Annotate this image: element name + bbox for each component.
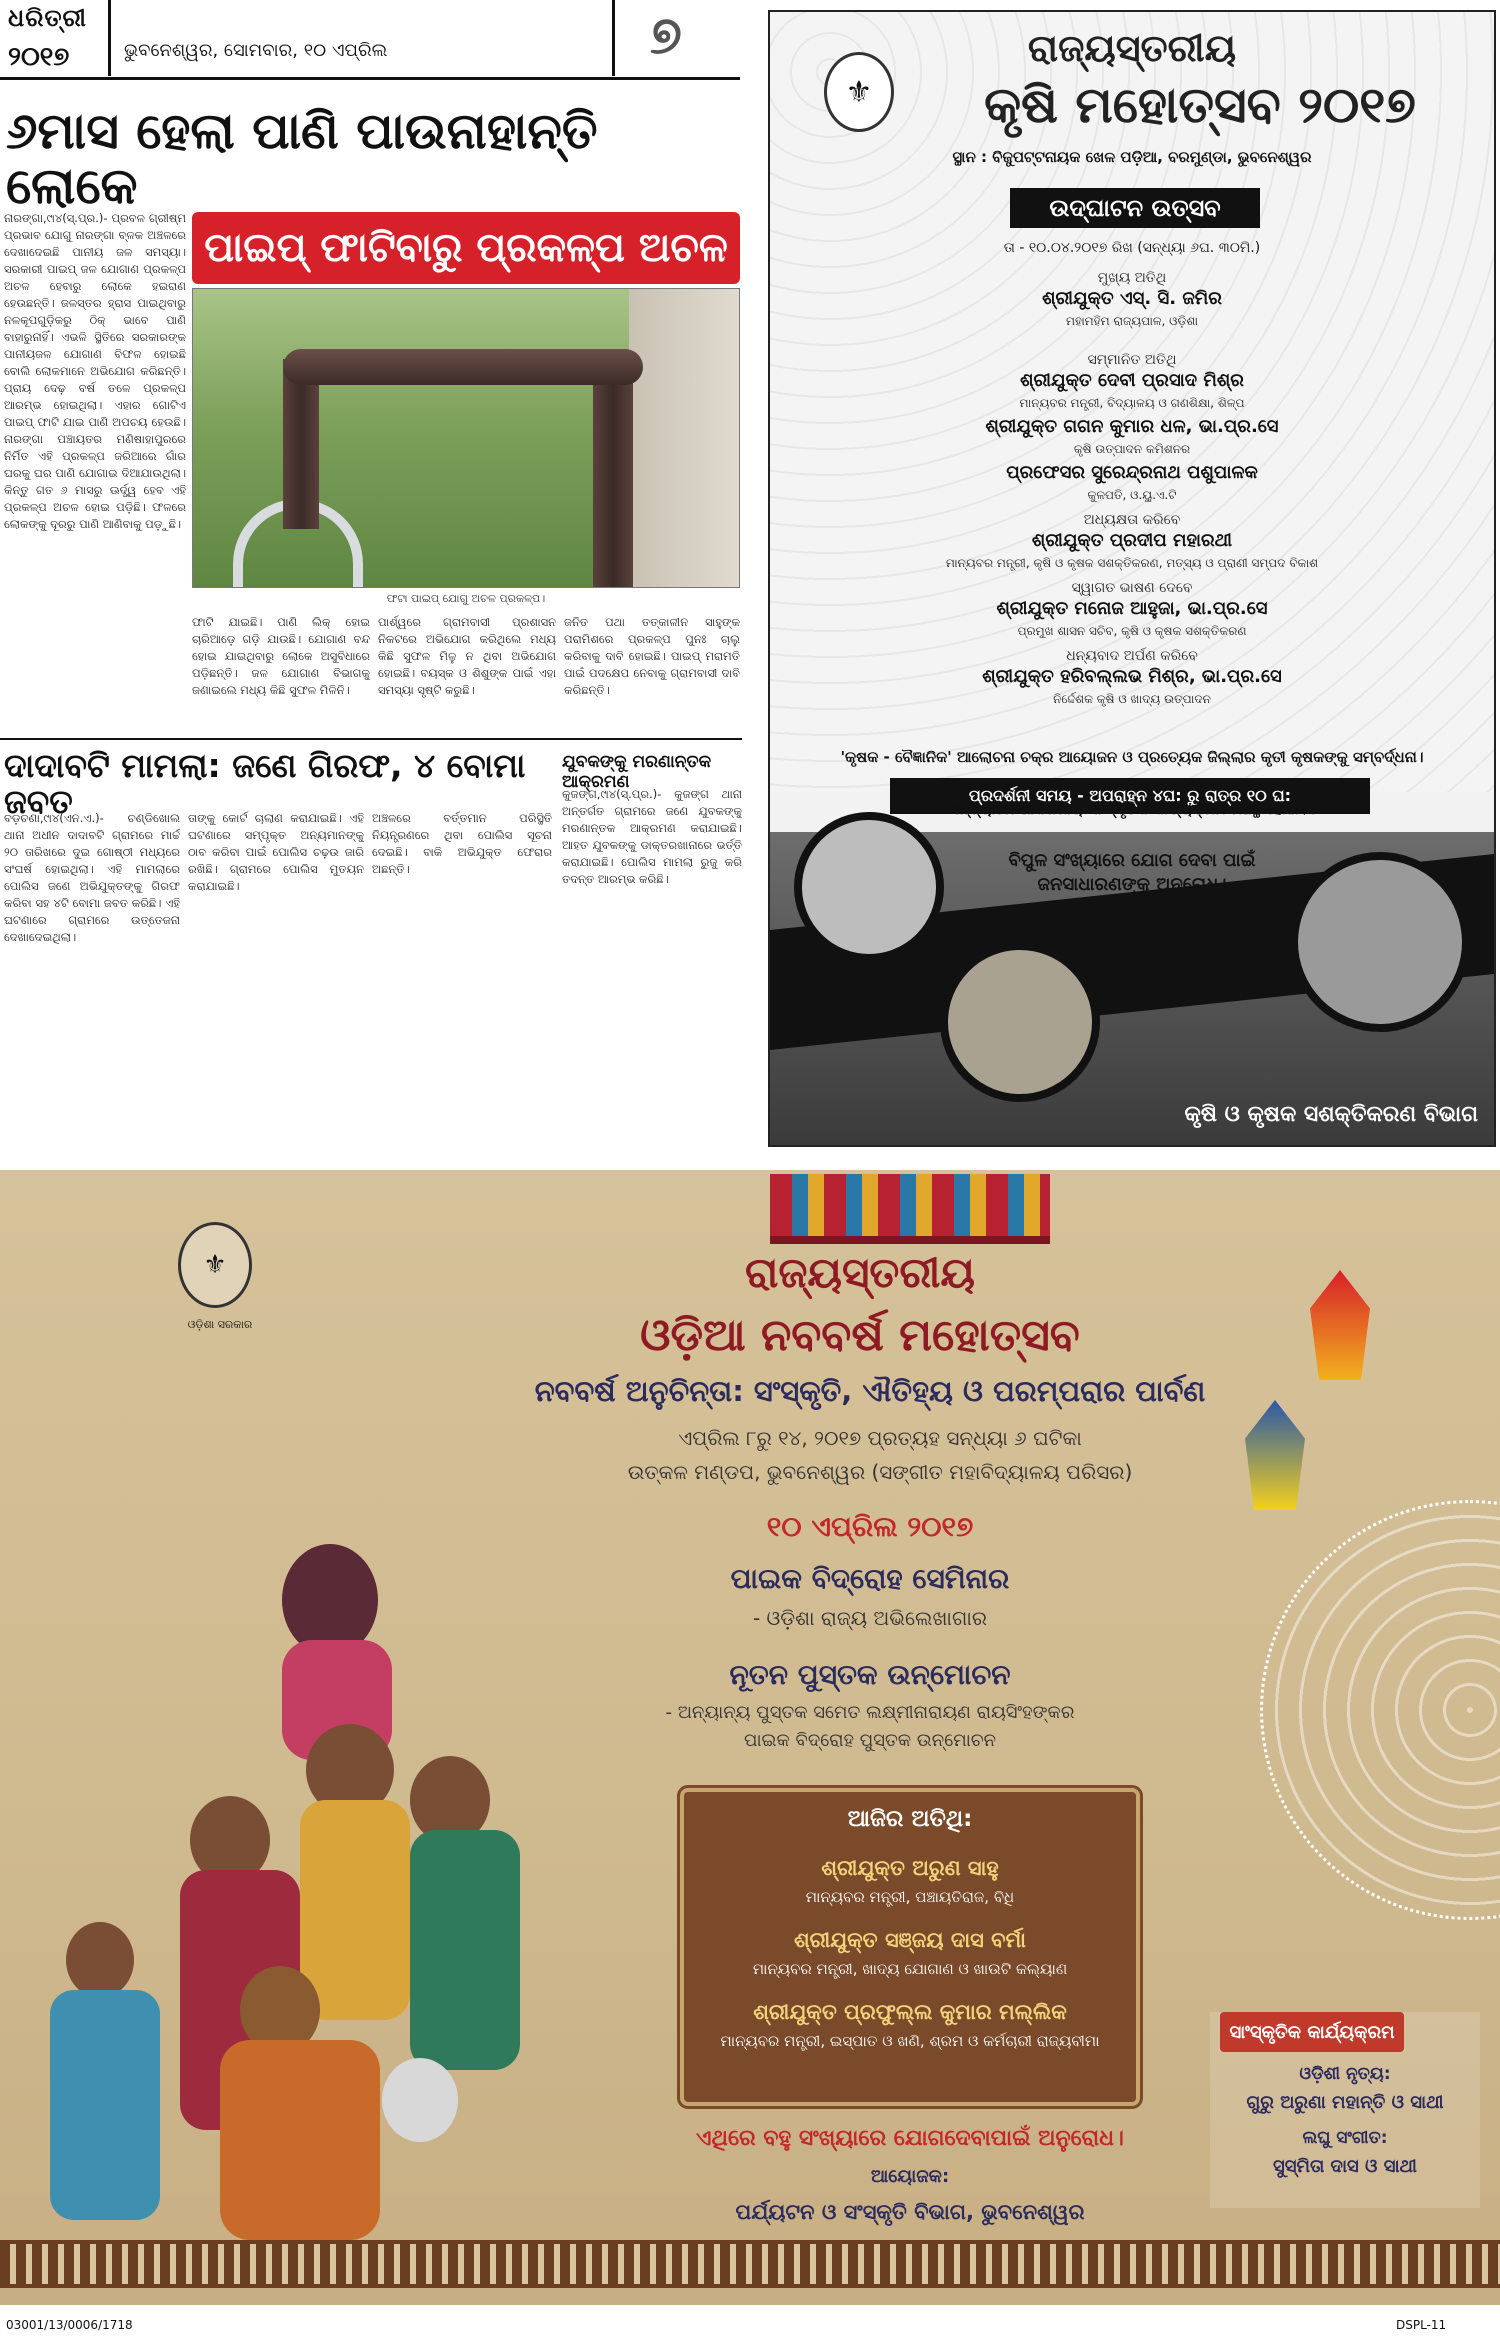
page-number: ୭ [650,6,682,66]
ad1-appeal-line2: ଜନସାଧାରଣଙ୍କୁ ଅନୁରୋଧ। [1037,874,1227,895]
dancers-illustration [30,1540,670,2240]
guest2-desc: ମାନ୍ୟବର ମନ୍ତ୍ରୀ, ଖାଦ୍ୟ ଯୋଗାଣ ଓ ଖାଉଟି କଲ୍ୟାଣ [752,1960,1068,1978]
story1-body-left: ନାରଙ୍ଗା,୯ା୪(ସ୍.ପ୍ର.)- ପ୍ରବଳ ଗ୍ରୀଷ୍ମ ପ୍ରଭାବ ଯୋଗୁ ନାରଙ୍ଗା ବ୍ଳକ ଅଞ୍ଚଳରେ ଦେଖାଦେଇଛି ପାନୀୟ ଜଳ ସମସ୍ୟା। ସରକାରୀ ପାଇପ୍ ଜଳ ଯୋଗାଣ ପ୍ରକଳ୍ପ ଅଚଳ ହେବାରୁ ଲୋକେ ହଇରାଣ ହେଉଛନ୍ତି। ଜଳସ୍ତର ହ୍ରାସ ପାଇଥିବାରୁ ନଳକୂପଗୁଡ଼ିକରୁ ଠିକ୍ ଭାବେ ପାଣି ବାହାରୁନାହିଁ। ଏଭଳି ସ୍ଥିତିରେ ସରକାରଙ୍କ ପାନୀୟଜଳ ଯୋଗାଣ ବିଫଳ ହୋଇଛି ବୋଲି ଲୋକମାନେ ଅଭିଯୋଗ କରିଛନ୍ତି। ପ୍ରାୟ ଦେଢ଼ ବର୍ଷ ତଳେ ପ୍ରକଳ୍ପ ଆରମ୍ଭ ହୋଇଥିଲା। ଏହାର ଗୋଟିଏ ପାଇପ୍ ଫାଟି ଯାଇ ପାଣି ଅପଚୟ ହେଉଛି। ନାରଙ୍ଗା ପଞ୍ଚାୟତର ମଣିଷାହାପୁରରେ ନିର୍ମିତ ଏହି ପ୍ରକଳ୍ପ ଜରିଆରେ ଗାଁର ଘରକୁ ଘର ପାଣି ଯୋଗାଇ ଦିଆଯାଉଥିଲା। କିନ୍ତୁ ଗତ ୬ ମାସରୁ ଊର୍ଦ୍ଧ୍ୱ ହେବ ଏହି ପ୍ରକଳ୍ପ ଅଚଳ ହୋଇ ପଡ଼ିଛି। ଫଳରେ ଲୋକଙ୍କୁ ଦୂରରୁ ପାଣି ଆଣିବାକୁ ପଡ଼ୁଛି। [4,211,186,531]
ad1-inauguration-label: ଉଦ୍‌ଘାଟନ ଉତ୍ସବ [1010,188,1260,228]
story3-body: କୁଜଙ୍ଗ,୯ା୪(ସ୍.ପ୍ର.)- କୁଜଙ୍ଗ ଥାନା ଅନ୍ତର୍ଗତ ଗ୍ରାମରେ ଜଣେ ଯୁବକଙ୍କୁ ମରଣାନ୍ତକ ଆକ୍ରମଣ କରାଯାଇଛି। ଆହତ ଯୁବକଙ୍କୁ ଡାକ୍ତରଖାନାରେ ଭର୍ତ୍ତି କରାଯାଇଛି। ପୋଲିସ ମାମଲା ରୁଜୁ କରି ତଦନ୍ତ ଆରମ୍ଭ କରିଛି। [562,787,742,886]
lantern-icon [1310,1270,1370,1380]
ad1-title-line2: କୃଷି ମହୋତ୍ସବ ୨୦୧୭ [984,76,1416,134]
hon-guest1-desc: ମାନ୍ୟବର ମନ୍ତ୍ରୀ, ବିଦ୍ୟାଳୟ ଓ ଗଣଶିକ୍ଷା, ଶିଳ୍ପ [1019,396,1245,410]
thanks-label: ଧନ୍ୟବାଦ ଅର୍ପଣ କରିବେ [1066,648,1198,664]
story3-headline: ଯୁବକଙ୍କୁ ମରଣାନ୍ତକ ଆକ୍ରମଣ [562,752,712,792]
ad2-launch-desc1: - ଅନ୍ୟାନ୍ୟ ପୁସ୍ତକ ସମେତ ଲକ୍ଷ୍ମୀନାରାୟଣ ରାୟସିଂହଙ୍କର [665,1702,1075,1723]
krushi-mahotsav-ad [768,10,1496,1147]
newspaper-logo: ଧରିତ୍ରୀ [8,4,87,32]
ad1-title-line1: ରାଜ୍ୟସ୍ତରୀୟ [1027,26,1237,70]
chief-guest-label: ମୁଖ୍ୟ ଅତିଥି [1097,270,1167,286]
story2-headline: ଦାଦାବଟି ମାମଲା: ଜଣେ ଗିରଫ, ୪ ବୋମା ଜବତ [4,746,526,822]
guest1-name: ଶ୍ରୀଯୁକ୍ତ ଅରୁଣ ସାହୁ [821,1856,999,1880]
presiding-label: ଅଧ୍ୟକ୍ଷତା କରିବେ [1083,512,1181,528]
ad2-venue: ଉତ୍କଳ ମଣ୍ଡପ, ଭୁବନେଶ୍ୱର (ସଙ୍ଗୀତ ମହାବିଦ୍ୟାଳୟ ପରିସର) [627,1460,1133,1484]
column-rule [0,738,742,740]
photo-caption: ଫଟା ପାଇପ୍ ଯୋଗୁ ଅଚଳ ପ୍ରକଳ୍ପ। [386,592,546,605]
hon-guest3-desc: କୁଳପତି, ଓ.ୟୁ.ଏ.ଟି [1087,488,1177,502]
ad1-appeal-line1: ବିପୁଳ ସଂଖ୍ୟାରେ ଯୋଗ ଦେବା ପାଇଁ [1008,850,1256,871]
govt-of-odisha-label: ଓଡ଼ିଶା ସରକାର [187,1318,253,1331]
dateline: ଭୁବନେଶ୍ୱର, ସୋମବାର, ୧୦ ଏପ୍ରିଲ [124,40,388,61]
story1-body-col-a: ଫାଟି ଯାଇଛି। ପାଣି ଲିକ୍ ହୋଇ ଚାରିଆଡ଼େ ଗଡ଼ି ଯାଉଛି। ଯୋଗାଣ ବନ୍ଦ ହୋଇ ଯାଇଥିବାରୁ ଲୋକେ ଅସୁବିଧାରେ ପଡ଼ିଛନ୍ତି। ଜଳ ଯୋଗାଣ ବିଭାଗକୁ ଜଣାଇଲେ ମଧ୍ୟ କିଛି ସୁଫଳ ମିଳିନି। [192,615,370,697]
ad2-dates: ଏପ୍ରିଲ ୮ରୁ ୧୪, ୨୦୧୭ ପ୍ରତ୍ୟହ ସନ୍ଧ୍ୟା ୬ ଘଟିକା [678,1426,1082,1450]
ad2-launch-desc2: ପାଇକ ବିଦ୍ରୋହ ପୁସ୍ତକ ଉନ୍ମୋଚନ [743,1730,996,1751]
print-code-left: 03001/13/0006/1718 [6,2318,133,2332]
print-code-right: DSPL-11 [1396,2318,1447,2332]
ad2-seminar-by: - ଓଡ଼ିଶା ରାଜ୍ୟ ଅଭିଲେଖାଗାର [752,1606,988,1630]
hon-guest3-name: ପ୍ରଫେସର ସୁରେନ୍ଦ୍ରନାଥ ପଶୁପାଳକ [1006,462,1258,483]
story1-headline: ୬ମାସ ହେଲା ପାଣି ପାଉନାହାନ୍ତି ଲୋକେ [6,102,598,215]
presiding-name: ଶ୍ରୀଯୁକ୍ତ ପ୍ରଦୀପ ମହାରଥୀ [1031,530,1233,551]
guest3-desc: ମାନ୍ୟବର ମନ୍ତ୍ରୀ, ଇସ୍ପାତ ଓ ଖଣି, ଶ୍ରମ ଓ କର୍ମଚାରୀ ରାଜ୍ୟବୀମା [720,2032,1100,2050]
ad1-date-time: ତା - ୧୦.୦୪.୨୦୧୭ ରିଖ (ସନ୍ଧ୍ୟା ୬ଘ. ୩୦ମି.) [1003,240,1261,256]
guests-box [680,1788,1140,2106]
guests-title: ଆଜିର ଅତିଥି: [847,1806,973,1832]
ad2-organiser: ପର୍ଯ୍ୟଟନ ଓ ସଂସ୍କୃତି ବିଭାଗ, ଭୁବନେଶ୍ୱର [735,2200,1085,2224]
ad2-today-date: ୧୦ ଏପ୍ରିଲ ୨୦୧୭ [766,1510,974,1543]
masthead-divider [108,0,111,76]
cultural-item2-name: ସୁସ୍ମିତା ଦାସ ଓ ସାଥୀ [1273,2156,1417,2177]
cultural-program-tag: ସାଂସ୍କୃତିକ କାର୍ଯ୍ୟକ୍ରମ [1220,2012,1404,2052]
chief-guest-desc: ମହାମହିମ ରାଜ୍ୟପାଳ, ଓଡ଼ିଶା [1065,314,1199,328]
story1-body-col-b: ପାର୍ଶ୍ୱରେ ଗ୍ରାମବାସୀ ପ୍ରଶାସନ ନିକଟରେ ଅଭିଯୋଗ କରିଥିଲେ ମଧ୍ୟ କିଛି ସୁଫଳ ମିଳୁ ନ ଥିବା ଅଭିଯୋଗ ହୋଇଛି। ବୟସ୍କ ଓ ଶିଶୁଙ୍କ ପାଇଁ ଏହା ସମସ୍ୟା ସୃଷ୍ଟି କରୁଛି। [378,615,556,697]
cultural-item1-name: ଗୁରୁ ଅରୁଣା ମହାନ୍ତି ଓ ସାଥୀ [1246,2092,1444,2113]
presiding-desc: ମାନ୍ୟବର ମନ୍ତ୍ରୀ, କୃଷି ଓ କୃଷକ ସଶକ୍ତିକରଣ, ମତ୍ସ୍ୟ ଓ ପ୍ରାଣୀ ସମ୍ପଦ ବିକାଶ [945,556,1319,570]
thanks-desc: ନିର୍ଦ୍ଦେଶକ କୃଷି ଓ ଖାଦ୍ୟ ଉତ୍ପାଦନ [1053,692,1211,706]
guest3-name: ଶ୍ରୀଯୁକ୍ତ ପ୍ରଫୁଲ୍ଲ କୁମାର ମଲ୍ଲିକ [753,2000,1067,2024]
odisha-emblem-icon: ⚜ [824,52,894,132]
cultural-item2-label: ଲଘୁ ସଂଗୀତ: [1302,2128,1388,2148]
ad2-seminar-title: ପାଇକ ବିଦ୍ରୋହ ସେମିନାର [730,1562,1010,1595]
welcome-name: ଶ୍ରୀଯୁକ୍ତ ମନୋଜ ଆହୁଜା, ଭା.ପ୍ର.ସେ [996,598,1268,619]
guest1-desc: ମାନ୍ୟବର ମନ୍ତ୍ରୀ, ପଞ୍ଚାୟତିରାଜ, ବିଧି [805,1888,1015,1906]
welcome-desc: ପ୍ରମୁଖ ଶାସନ ସଚିବ, କୃଷି ଓ କୃଷକ ସଶକ୍ତିକରଣ [1017,624,1247,638]
cultural-item1-label: ଓଡ଼ିଶୀ ନୃତ୍ୟ: [1299,2064,1391,2084]
story2-body-col-3: ଅଞ୍ଚଳରେ ବର୍ତ୍ତମାନ ପରିସ୍ଥିତି ନିୟନ୍ତ୍ରଣରେ ଥିବା ପୋଲିସ ସୂଚନା ଦେଇଛି। ବାକି ଅଭିଯୁକ୍ତ ଫେରାର ଅଛନ୍ତି। [372,811,552,876]
ad2-launch-title: ନୂତନ ପୁସ୍ତକ ଉନ୍ମୋଚନ [729,1658,1011,1691]
ad1-cultural-line: ସନ୍ଧ୍ୟାରେ ଆକର୍ଷଣୀୟ ସାଂସ୍କୃତିକ କାର୍ଯ୍ୟକ୍ରମ ମଞ୍ଚସ୍ଥ ହୋଇବ। [948,800,1316,818]
story2-body-col-2: ତାଙ୍କୁ କୋର୍ଟ ଚାଲାଣ କରାଯାଇଛି। ଏହି ଘଟଣାରେ ସମ୍ପୃକ୍ତ ଅନ୍ୟମାନଙ୍କୁ ଠାବ କରିବା ପାଇଁ ପୋଲିସ ଚଢ଼ଉ ଜାରି ରଖିଛି। ଗ୍ରାମରେ ପୋଲିସ ମୁତୟନ କରାଯାଇଛି। [188,811,364,893]
welcome-label: ସ୍ୱାଗତ ଭାଷଣ ଦେବେ [1071,580,1193,596]
toran-decoration [770,1174,1050,1244]
broken-pipe-photo [192,288,740,588]
lantern-icon [1245,1400,1305,1510]
ad1-exhibition-time: ପ୍ରଦର୍ଶନୀ ସମୟ - ଅପରାହ୍ନ ୪ଘ: ରୁ ରାତ୍ର ୧୦ ଘ: [890,778,1370,814]
story2-body-col-1: ବଡ଼ଚଣା,୯ା୪(ଏନ.ଏ.)- ଚଣ୍ଡିଖୋଲ ଥାନା ଅଧୀନ ଦାଦାବଟି ଗ୍ରାମରେ ମାର୍ଚ୍ଚ ୨୦ ତାରିଖରେ ଦୁଇ ଗୋଷ୍ଠୀ ମଧ୍ୟରେ ସଂଘର୍ଷ ହୋଇଥିଲା। ଏହି ମାମଲାରେ ପୋଲିସ ଜଣେ ଅଭିଯୁକ୍ତଙ୍କୁ ଗିରଫ କରିବା ସହ ୪ଟି ବୋମା ଜବତ କରିଛି। ଏହି ଘଟଣାରେ ଗ୍ରାମରେ ଉତ୍ତେଜନା ଦେଖାଦେଇଥିଲା। [4,811,180,944]
cultural-program-box [1210,2012,1480,2208]
masthead [0,0,740,80]
hon-guest2-name: ଶ୍ରୀଯୁକ୍ତ ଗଗନ କୁମାର ଧଳ, ଭା.ପ୍ର.ସେ [985,416,1279,437]
guest2-name: ଶ୍ରୀଯୁକ୍ତ ସଞ୍ଜୟ ଦାସ ବର୍ମା [794,1928,1026,1952]
hon-guest2-desc: କୃଷି ଉତ୍ପାଦନ କମିଶନର [1073,442,1191,456]
masthead-divider [612,0,615,76]
ad1-seminar-line: 'କୃଷକ - ବୈଜ୍ଞାନିକ' ଆଲୋଚନା ଚକ୍ର ଆୟୋଜନ ଓ ପ୍ରତ୍ୟେକ ଜିଲ୍ଲାର କୃତୀ କୃଷକଙ୍କୁ ସମ୍ବର୍ଦ୍ଧନା। [840,748,1424,766]
odisha-emblem-icon: ⚜ [178,1222,252,1308]
decorative-border [0,2240,1500,2288]
hon-guest1-name: ଶ୍ରୀଯୁକ୍ତ ଦେବୀ ପ୍ରସାଦ ମିଶ୍ର [1020,370,1244,391]
ad2-organiser-label: ଆୟୋଜକ: [870,2166,950,2187]
story1-body-col-c: ଜନିତ ପଥା ତତ୍‌କାଳୀନ ସାହୁଙ୍କ ପରାମିଶରେ ପ୍ରକଳ୍ପ ପୁନଃ ଚାଲୁ କରିବାକୁ ଦାବି ହୋଇଛି। ପାଇପ୍ ମରାମତି ପାଇଁ ପଦକ୍ଷେପ ନେବାକୁ ଗ୍ରାମବାସୀ ଦାବି କରିଛନ୍ତି। [564,615,740,697]
ad1-venue: ସ୍ଥାନ : ବିଜୁପଟ୍ଟନାୟକ ଖେଳ ପଡ଼ିଆ, ବରମୁଣ୍ଡା, ଭୁବନେଶ୍ୱର [952,148,1312,166]
ad2-title-line2: ଓଡ଼ିଆ ନବବର୍ଷ ମହୋତ୍ସବ [640,1310,1080,1361]
story1-kicker: ପାଇପ୍ ଫାଟିବାରୁ ପ୍ରକଳ୍ପ ଅଚଳ [192,212,740,284]
ad2-title-line1: ରାଜ୍ୟସ୍ତରୀୟ [744,1248,976,1297]
thanks-name: ଶ୍ରୀଯୁକ୍ତ ହରିବଲ୍ଲଭ ମିଶ୍ର, ଭା.ପ୍ର.ସେ [982,666,1282,687]
masthead-year: ୨୦୧୭ [8,42,70,72]
hon-guest-label: ସମ୍ମାନିତ ଅତିଥି [1087,352,1177,368]
mandala-decoration [1260,1500,1500,1920]
ad1-department: କୃଷି ଓ କୃଷକ ସଶକ୍ତିକରଣ ବିଭାଗ [1184,1102,1478,1127]
ad2-request: ଏଥିରେ ବହୁ ସଂଖ୍ୟାରେ ଯୋଗଦେବାପାଇଁ ଅନୁରୋଧ। [696,2126,1124,2151]
ad2-theme: ନବବର୍ଷ ଅନୁଚିନ୍ତା: ସଂସ୍କୃତି, ଐତିହ୍ୟ ଓ ପରମ୍ପରାର ପାର୍ବଣ [534,1374,1206,1408]
chief-guest-name: ଶ୍ରୀଯୁକ୍ତ ଏସ୍. ସି. ଜମିର [1042,288,1222,309]
nababarsha-ad [0,1170,1500,2305]
